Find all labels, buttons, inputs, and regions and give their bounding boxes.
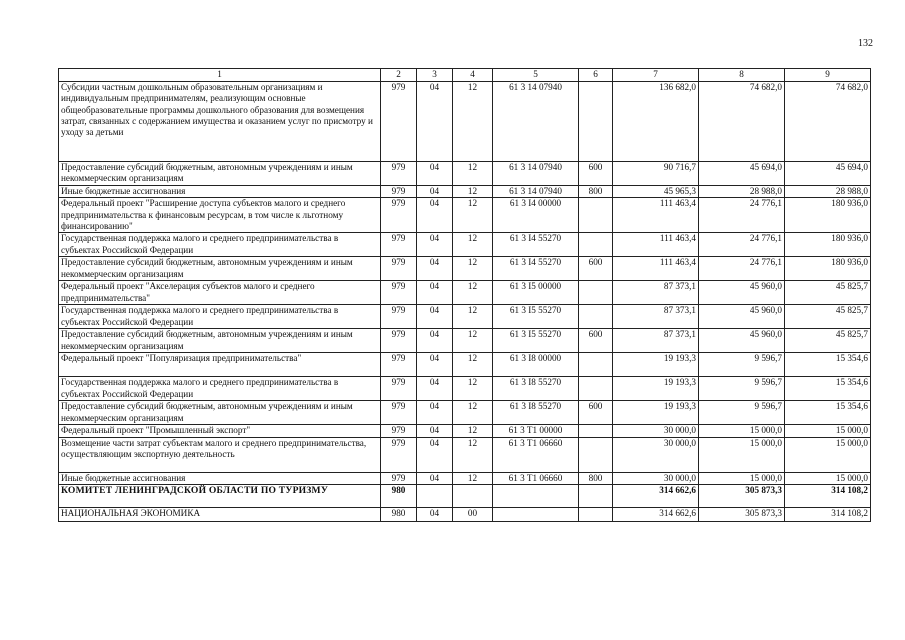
cell-amount-year2: 24 776,1 [699, 198, 785, 233]
cell-amount-year2: 45 960,0 [699, 281, 785, 305]
cell-subsection: 12 [453, 198, 493, 233]
cell-expense-type [579, 305, 613, 329]
cell-amount-year1: 45 965,3 [613, 186, 699, 198]
cell-grbs: 980 [381, 484, 417, 507]
cell-expense-type [579, 425, 613, 437]
header-cell: 5 [493, 69, 579, 82]
cell-target-article: 61 3 I5 00000 [493, 281, 579, 305]
cell-amount-year1: 87 373,1 [613, 281, 699, 305]
cell-subsection: 12 [453, 472, 493, 484]
cell-grbs: 979 [381, 233, 417, 257]
table-row [59, 437, 871, 472]
cell-grbs: 979 [381, 353, 417, 377]
table-row [59, 257, 871, 281]
cell-amount-year1: 90 716,7 [613, 162, 699, 186]
cell-target-article: 61 3 I8 00000 [493, 353, 579, 377]
cell-amount-year1: 30 000,0 [613, 472, 699, 484]
cell-section: 04 [417, 329, 453, 353]
cell-amount-year1: 111 463,4 [613, 233, 699, 257]
cell-grbs: 979 [381, 186, 417, 198]
cell-amount-year1: 111 463,4 [613, 257, 699, 281]
cell-grbs: 979 [381, 162, 417, 186]
header-cell: 9 [785, 69, 871, 82]
cell-subsection: 12 [453, 401, 493, 425]
cell-section: 04 [417, 186, 453, 198]
cell-amount-year3: 15 000,0 [785, 472, 871, 484]
row-description: Иные бюджетные ассигнования [59, 472, 381, 484]
cell-amount-year1: 314 662,6 [613, 484, 699, 507]
cell-amount-year1: 87 373,1 [613, 329, 699, 353]
table-row [59, 198, 871, 233]
cell-amount-year3: 15 000,0 [785, 437, 871, 472]
cell-target-article: 61 3 I5 55270 [493, 329, 579, 353]
row-description: Предоставление субсидий бюджетным, автономным учреждениям и иным некоммерческим организациям [59, 329, 381, 353]
cell-amount-year3: 45 825,7 [785, 329, 871, 353]
cell-amount-year2: 15 000,0 [699, 425, 785, 437]
row-description: Субсидии частным дошкольным образовательным организациям и индивидуальным предпринимателям, реализующим основные общеобразовательные программы дошкольного образования для возмещения затрат, связанных с содержанием имущества и оказанием услуг по присмотру и уходу за детьми [59, 82, 381, 162]
cell-subsection: 12 [453, 437, 493, 472]
row-description: Федеральный проект "Популяризация предпринимательства" [59, 353, 381, 377]
table-row [59, 507, 871, 521]
cell-amount-year2: 24 776,1 [699, 233, 785, 257]
cell-subsection: 12 [453, 257, 493, 281]
cell-amount-year3: 74 682,0 [785, 82, 871, 162]
header-cell: 4 [453, 69, 493, 82]
table-row [59, 472, 871, 484]
cell-amount-year3: 45 825,7 [785, 281, 871, 305]
cell-subsection: 12 [453, 82, 493, 162]
cell-amount-year1: 87 373,1 [613, 305, 699, 329]
cell-subsection: 12 [453, 186, 493, 198]
cell-target-article: 61 3 T1 00000 [493, 425, 579, 437]
cell-expense-type [579, 437, 613, 472]
page-number: 132 [858, 38, 873, 49]
cell-expense-type [579, 233, 613, 257]
row-description: Предоставление субсидий бюджетным, автономным учреждениям и иным некоммерческим организациям [59, 257, 381, 281]
cell-target-article: 61 3 I4 00000 [493, 198, 579, 233]
cell-subsection: 12 [453, 353, 493, 377]
cell-section [417, 484, 453, 507]
cell-amount-year2: 74 682,0 [699, 82, 785, 162]
cell-expense-type: 600 [579, 401, 613, 425]
cell-grbs: 979 [381, 401, 417, 425]
row-description: Федеральный проект "Промышленный экспорт" [59, 425, 381, 437]
row-description: Федеральный проект "Расширение доступа субъектов малого и среднего предпринимательства к финансовым ресурсам, в том числе к льготному финансированию" [59, 198, 381, 233]
cell-target-article: 61 3 14 07940 [493, 82, 579, 162]
cell-section: 04 [417, 281, 453, 305]
row-description: КОМИТЕТ ЛЕНИНГРАДСКОЙ ОБЛАСТИ ПО ТУРИЗМУ [59, 484, 381, 507]
row-description: НАЦИОНАЛЬНАЯ ЭКОНОМИКА [59, 507, 381, 521]
cell-amount-year2: 28 988,0 [699, 186, 785, 198]
cell-amount-year1: 111 463,4 [613, 198, 699, 233]
row-description: Предоставление субсидий бюджетным, автономным учреждениям и иным некоммерческим организациям [59, 162, 381, 186]
table-row [59, 401, 871, 425]
header-cell: 7 [613, 69, 699, 82]
budget-table [58, 68, 871, 522]
cell-target-article: 61 3 14 07940 [493, 186, 579, 198]
cell-amount-year2: 9 596,7 [699, 377, 785, 401]
cell-amount-year2: 9 596,7 [699, 353, 785, 377]
cell-amount-year1: 314 662,6 [613, 507, 699, 521]
cell-amount-year3: 180 936,0 [785, 233, 871, 257]
header-cell: 8 [699, 69, 785, 82]
cell-target-article [493, 484, 579, 507]
header-cell: 6 [579, 69, 613, 82]
cell-section: 04 [417, 257, 453, 281]
cell-target-article [493, 507, 579, 521]
row-description: Иные бюджетные ассигнования [59, 186, 381, 198]
table-row [59, 233, 871, 257]
cell-subsection: 00 [453, 507, 493, 521]
cell-expense-type [579, 198, 613, 233]
row-description: Государственная поддержка малого и среднего предпринимательства в субъектах Российской Федерации [59, 305, 381, 329]
cell-grbs: 980 [381, 507, 417, 521]
cell-target-article: 61 3 I4 55270 [493, 233, 579, 257]
cell-target-article: 61 3 T1 06660 [493, 472, 579, 484]
cell-grbs: 979 [381, 198, 417, 233]
cell-grbs: 979 [381, 257, 417, 281]
cell-expense-type [579, 507, 613, 521]
header-cell: 3 [417, 69, 453, 82]
cell-expense-type [579, 353, 613, 377]
row-description: Государственная поддержка малого и среднего предпринимательства в субъектах Российской Федерации [59, 233, 381, 257]
cell-target-article: 61 3 I8 55270 [493, 401, 579, 425]
table-row [59, 484, 871, 507]
cell-grbs: 979 [381, 472, 417, 484]
header-cell: 1 [59, 69, 381, 82]
cell-grbs: 979 [381, 329, 417, 353]
cell-amount-year2: 305 873,3 [699, 507, 785, 521]
cell-grbs: 979 [381, 377, 417, 401]
cell-subsection: 12 [453, 233, 493, 257]
cell-subsection: 12 [453, 329, 493, 353]
cell-amount-year3: 45 694,0 [785, 162, 871, 186]
cell-target-article: 61 3 I5 55270 [493, 305, 579, 329]
cell-amount-year3: 15 000,0 [785, 425, 871, 437]
cell-target-article: 61 3 14 07940 [493, 162, 579, 186]
cell-amount-year2: 9 596,7 [699, 401, 785, 425]
cell-section: 04 [417, 425, 453, 437]
table-row [59, 329, 871, 353]
cell-expense-type: 800 [579, 186, 613, 198]
cell-amount-year2: 15 000,0 [699, 472, 785, 484]
cell-section: 04 [417, 305, 453, 329]
cell-amount-year3: 314 108,2 [785, 484, 871, 507]
cell-section: 04 [417, 353, 453, 377]
cell-expense-type [579, 484, 613, 507]
table-row [59, 353, 871, 377]
cell-expense-type: 600 [579, 257, 613, 281]
cell-section: 04 [417, 437, 453, 472]
row-description: Федеральный проект "Акселерация субъектов малого и среднего предпринимательства" [59, 281, 381, 305]
cell-amount-year1: 136 682,0 [613, 82, 699, 162]
cell-subsection: 12 [453, 162, 493, 186]
cell-expense-type: 600 [579, 329, 613, 353]
cell-amount-year1: 30 000,0 [613, 437, 699, 472]
table-row [59, 82, 871, 162]
row-description: Возмещение части затрат субъектам малого и среднего предпринимательства, осуществляющим экспортную деятельность [59, 437, 381, 472]
table-row [59, 281, 871, 305]
cell-expense-type: 600 [579, 162, 613, 186]
cell-target-article: 61 3 T1 06660 [493, 437, 579, 472]
cell-amount-year1: 19 193,3 [613, 401, 699, 425]
table-row [59, 186, 871, 198]
cell-subsection: 12 [453, 425, 493, 437]
cell-section: 04 [417, 82, 453, 162]
cell-section: 04 [417, 198, 453, 233]
table-row [59, 305, 871, 329]
cell-grbs: 979 [381, 425, 417, 437]
cell-section: 04 [417, 401, 453, 425]
cell-amount-year2: 305 873,3 [699, 484, 785, 507]
cell-section: 04 [417, 233, 453, 257]
cell-expense-type [579, 377, 613, 401]
cell-amount-year3: 15 354,6 [785, 377, 871, 401]
table-row [59, 162, 871, 186]
cell-grbs: 979 [381, 305, 417, 329]
cell-section: 04 [417, 507, 453, 521]
cell-amount-year1: 19 193,3 [613, 377, 699, 401]
cell-amount-year3: 28 988,0 [785, 186, 871, 198]
cell-amount-year2: 45 694,0 [699, 162, 785, 186]
cell-grbs: 979 [381, 281, 417, 305]
cell-amount-year1: 19 193,3 [613, 353, 699, 377]
cell-subsection: 12 [453, 305, 493, 329]
cell-amount-year3: 15 354,6 [785, 353, 871, 377]
row-description: Государственная поддержка малого и среднего предпринимательства в субъектах Российской Федерации [59, 377, 381, 401]
cell-expense-type [579, 281, 613, 305]
table-row [59, 377, 871, 401]
cell-amount-year1: 30 000,0 [613, 425, 699, 437]
cell-amount-year2: 45 960,0 [699, 305, 785, 329]
header-row [59, 69, 871, 82]
cell-expense-type [579, 82, 613, 162]
cell-target-article: 61 3 I8 55270 [493, 377, 579, 401]
cell-target-article: 61 3 I4 55270 [493, 257, 579, 281]
cell-amount-year2: 24 776,1 [699, 257, 785, 281]
cell-subsection [453, 484, 493, 507]
cell-subsection: 12 [453, 281, 493, 305]
table-row [59, 425, 871, 437]
cell-grbs: 979 [381, 82, 417, 162]
cell-amount-year3: 180 936,0 [785, 198, 871, 233]
cell-amount-year3: 45 825,7 [785, 305, 871, 329]
cell-section: 04 [417, 472, 453, 484]
cell-amount-year3: 15 354,6 [785, 401, 871, 425]
cell-section: 04 [417, 162, 453, 186]
cell-expense-type: 800 [579, 472, 613, 484]
cell-subsection: 12 [453, 377, 493, 401]
cell-amount-year3: 180 936,0 [785, 257, 871, 281]
row-description: Предоставление субсидий бюджетным, автономным учреждениям и иным некоммерческим организациям [59, 401, 381, 425]
cell-grbs: 979 [381, 437, 417, 472]
cell-amount-year3: 314 108,2 [785, 507, 871, 521]
header-cell: 2 [381, 69, 417, 82]
cell-amount-year2: 45 960,0 [699, 329, 785, 353]
cell-section: 04 [417, 377, 453, 401]
cell-amount-year2: 15 000,0 [699, 437, 785, 472]
